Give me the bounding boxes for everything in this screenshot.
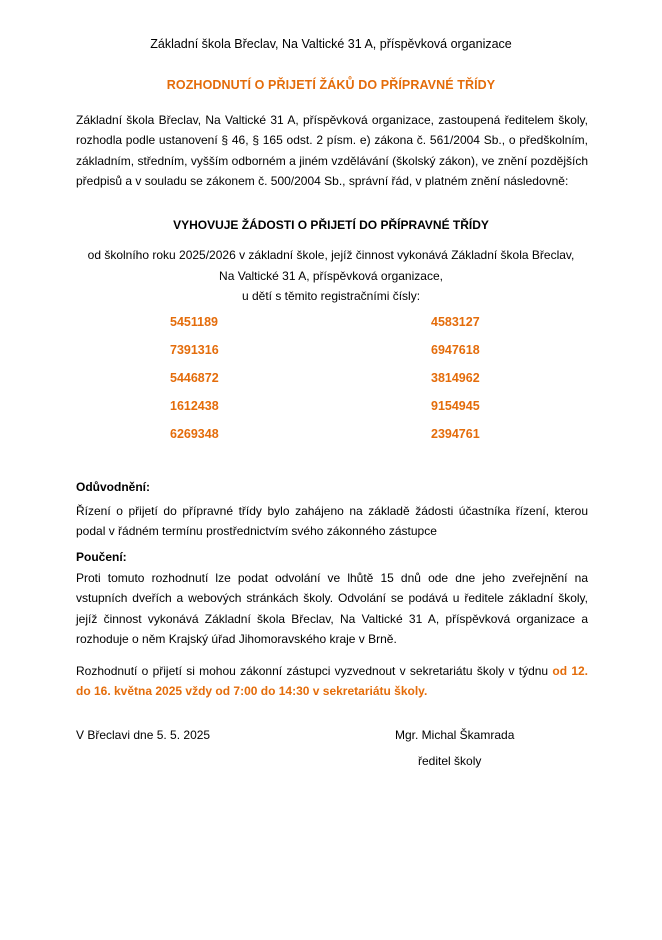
pickup-highlight: od 12. do 16. května 2025 vždy od 7:00 do 14:30 v sekretariátu školy. xyxy=(76,664,588,699)
instruction-heading: Poučení: xyxy=(76,550,127,564)
decision-title: VYHOVUJE ŽÁDOSTI O PŘIJETÍ DO PŘÍPRAVNÉ TŘÍDY xyxy=(173,218,489,232)
registration-number: 6269348 xyxy=(170,427,219,441)
justification-heading: Odůvodnění: xyxy=(76,480,150,494)
signatory-name: Mgr. Michal Škamrada xyxy=(395,728,515,742)
registration-number: 9154945 xyxy=(431,399,480,413)
document-title: ROZHODNUTÍ O PŘIJETÍ ŽÁKŮ DO PŘÍPRAVNÉ TŘÍDY xyxy=(166,78,496,92)
registration-number: 3814962 xyxy=(431,371,480,385)
registration-number: 4583127 xyxy=(431,315,480,329)
registration-number: 2394761 xyxy=(431,427,480,441)
intro-paragraph: Základní škola Břeclav, Na Valtické 31 A, příspěvková organizace, zastoupená ředitelem školy, rozhodla podle ustanovení § 46, § 165 odst. 2 písm. e) zákona č. 561/2004 Sb., o předškolním, základním, středním, vyšším odborném a jiném vzdělávání (školský zákon), ve znění pozdějších předpisů a v souladu se zákonem č. 500/2004 Sb., správní řád, v platném znění následovně: xyxy=(76,113,588,188)
school-header: Základní škola Břeclav, Na Valtické 31 A, příspěvková organizace xyxy=(150,37,512,51)
instruction-text: Proti tomuto rozhodnutí lze podat odvolání ve lhůtě 15 dnů ode dne jeho zveřejnění na vstupních dveřích a webových stránkách školy. Odvolání se podává u ředitele základní školy, jejíž činnost vykonává Základní škola Břeclav, Na Valtické 31 A, příspěvková organizace a rozhoduje o něm Krajský úřad Jihomoravského kraje v Brně. xyxy=(76,571,588,646)
justification-text: Řízení o přijetí do přípravné třídy bylo zahájeno na základě žádosti účastníka řízení, kterou podal v řádném termínu prostřednictvím svého zákonného zástupce xyxy=(76,504,588,539)
signatory-role: ředitel školy xyxy=(418,754,482,768)
decision-line-2: Na Valtické 31 A, příspěvková organizace, xyxy=(219,268,443,283)
registration-number: 5451189 xyxy=(170,315,218,329)
registration-number: 1612438 xyxy=(170,399,219,413)
registration-number: 7391316 xyxy=(170,343,219,357)
registration-number: 5446872 xyxy=(170,371,219,385)
decision-line-3: u dětí s těmito registračními čísly: xyxy=(241,289,421,303)
registration-number: 6947618 xyxy=(431,343,480,357)
decision-text xyxy=(0,245,662,307)
place-date: V Břeclavi dne 5. 5. 2025 xyxy=(76,728,211,742)
decision-line-1: od školního roku 2025/2026 v základní škole, jejíž činnost vykonává Základní škola Břeclav, xyxy=(87,248,575,262)
pickup-text: Rozhodnutí o přijetí si mohou zákonní zástupci vyzvednout v sekretariátu školy v týdnu xyxy=(76,664,549,678)
pickup-paragraph xyxy=(76,661,588,702)
